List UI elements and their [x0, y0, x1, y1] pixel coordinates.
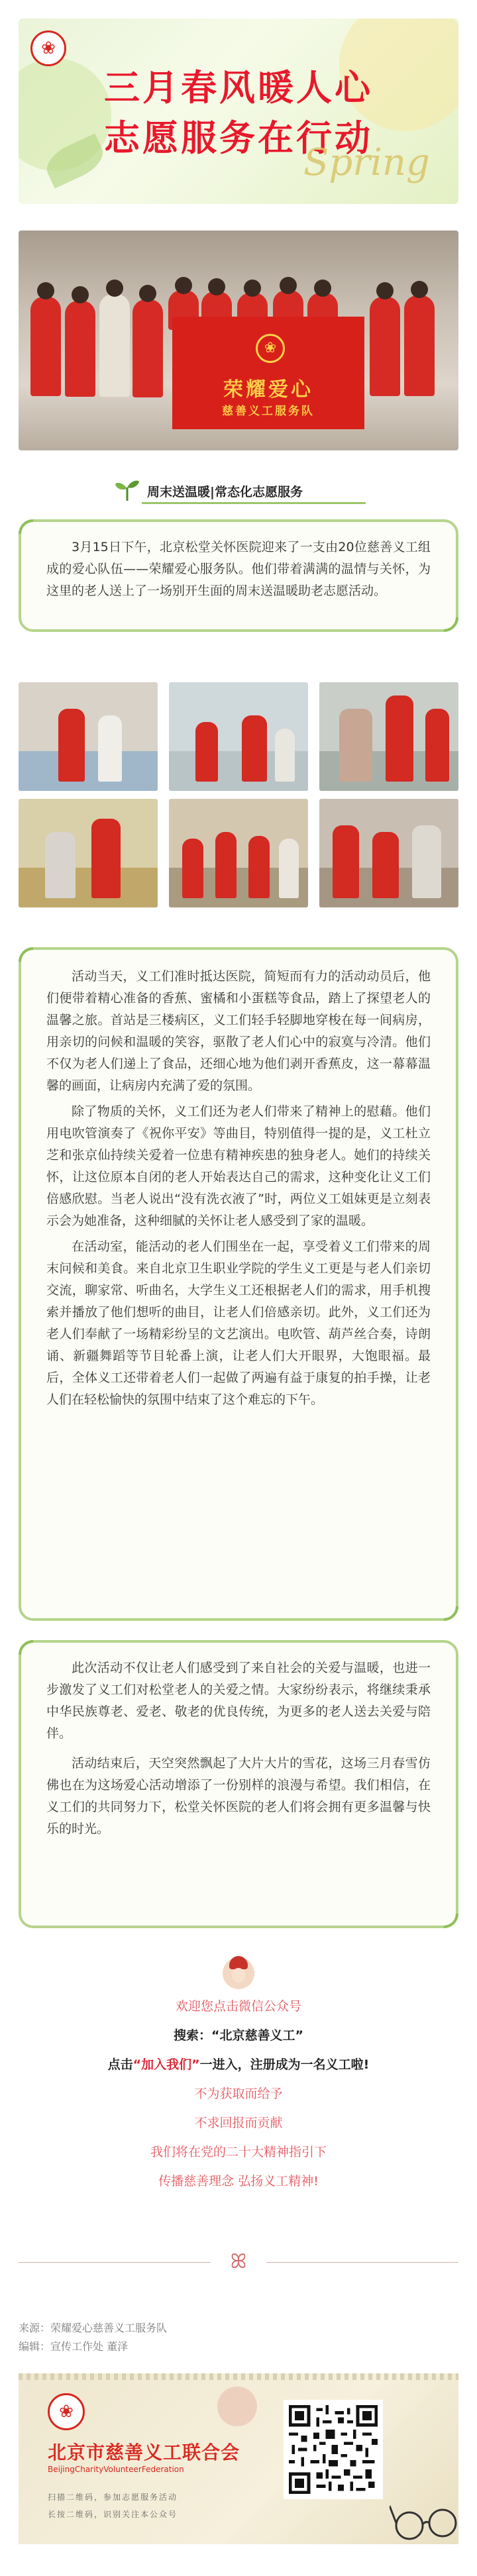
promo-slogan-1: 扫描二维码，参加志愿服务活动	[48, 2493, 178, 2502]
card-corner	[19, 947, 33, 962]
editor-line: 编辑：宣传工作处 董泽	[19, 2340, 129, 2353]
footer-join-suffix: 一进入，注册成为一名义工啦!	[199, 2057, 370, 2072]
banner-title-line1: 三月春风暖人心	[104, 67, 373, 109]
promo-banner	[19, 2373, 458, 2544]
closing-paragraph-2: 活动结束后，天空突然飘起了大片大片的雪花，这场三月春雪仿佛也在为这场爱心活动增添了一份别样的浪漫与希望。我们相信，在义工们的共同努力下，松堂关怀医院的老人们将会拥有更多温馨与快乐的时光。	[46, 1756, 431, 1836]
card-corner	[19, 1640, 33, 1655]
footer-motto-4: 传播慈善理念 弘扬义工精神!	[158, 2174, 319, 2189]
flag-text-line1: 荣耀爱心	[223, 378, 313, 401]
footer-motto-3: 我们将在党的二十大精神指引下	[150, 2145, 327, 2159]
banner-deco-word: Spring	[303, 141, 430, 184]
federation-name-en: BeijingCharityVolunteerFederation	[48, 2465, 184, 2474]
footer-line-search: 搜索：“北京慈善义工”	[174, 2028, 303, 2043]
qr-code-icon	[289, 2405, 378, 2494]
section-underline	[142, 502, 366, 504]
activity-card	[19, 947, 458, 1621]
federation-name: 北京市慈善义工联合会	[48, 2442, 240, 2463]
intro-card	[19, 519, 458, 632]
source-line: 来源：荣耀爱心慈善义工服务队	[19, 2322, 168, 2334]
card-corner	[19, 519, 33, 534]
body-paragraph-2: 除了物质的关怀，义工们还为老人们带来了精神上的慰藉。他们用电吹管演奏了《祝你平安》等曲目，特别值得一提的是，义工杜立芝和张京仙持续关爱着一位患有精神疾患的独身老人。她们的持续关怀，让这位原本自闭的老人开始表达自己的需求，这种变化让义工们倍感欣慰。当老人说出“没有洗衣液了”时，两位义工姐妹更是立刻表示会为她准备，这种细腻的关怀让老人感受到了家的温暖。	[46, 1104, 431, 1228]
activity-photo-4[interactable]	[19, 799, 158, 907]
promo-border	[19, 2373, 458, 2380]
bow-icon: ꕤ	[230, 2250, 247, 2273]
volunteer-avatar-icon	[223, 1957, 254, 1989]
closing-card	[19, 1640, 458, 1928]
activity-photo-6[interactable]	[319, 799, 458, 907]
activity-photo-5[interactable]	[169, 799, 308, 907]
intro-paragraph: 3月15日下午，北京松堂关怀医院迎来了一支由20位慈善义工组成的爱心队伍——荣耀爱心服务队。他们带着满满的温情与关怀，为这里的老人送上了一场别开生面的周末送温暖助老志愿活动。	[46, 540, 431, 598]
section-heading-text: 周末送温暖|常态化志愿服务	[147, 485, 303, 499]
header-banner	[19, 19, 458, 204]
join-us-link[interactable]: “加入我们”	[132, 2057, 200, 2072]
qr-code[interactable]	[284, 2400, 383, 2499]
decor-circle	[217, 2387, 257, 2426]
divider-left	[19, 2262, 211, 2263]
activity-photo-2[interactable]	[169, 682, 308, 791]
card-corner	[444, 1914, 458, 1928]
footer-line-follow: 欢迎您点击微信公众号	[175, 1999, 301, 2014]
glasses-icon	[390, 2493, 458, 2544]
flag-logo-icon: ❀	[256, 334, 285, 363]
footer-join-prefix: 点击	[107, 2057, 133, 2072]
closing-paragraph-1: 此次活动不仅让老人们感受到了来自社会的关爱与温暖，也进一步激发了义工们对松堂老人的关爱之情。大家纷纷表示，将继续秉承中华民族尊老、爱老、敬老的优良传统，为更多的老人送去关爱与陪伴。	[46, 1661, 431, 1741]
activity-photo-3[interactable]	[319, 682, 458, 791]
flag-text-line2: 慈善义工服务队	[222, 405, 315, 418]
body-paragraph-3: 在活动室，能活动的老人们围坐在一起，享受着义工们带来的周末问候和美食。来自北京卫生职业学院的学生义工更是与老人们亲切交流，聊家常、听曲名，大学生义工还根据老人们的需求，用手机搜索并播放了他们想听的曲目，让老人们倍感亲切。此外，义工们还为老人们奉献了一场精彩纷呈的文艺演出。电吹管、葫芦丝合奏，诗朗诵、新疆舞蹈等节目轮番上演，让老人们大开眼界，大饱眼福。最后，全体义工还带着老人们一起做了两遍有益于康复的拍手操，让老人们在轻松愉快的氛围中结束了这个难忘的下午。	[46, 1239, 431, 1407]
body-paragraph-1: 活动当天，义工们准时抵达医院，简短而有力的活动动员后，他们便带着精心准备的香蕉、蜜橘和小蛋糕等食品，踏上了探望老人的温馨之旅。首站是三楼病区，义工们轻手轻脚地穿梭在每一间病房，用亲切的问候和温暖的笑容，驱散了老人们心中的寂寞与冷清。他们不仅为老人们递上了食品，还细心地为他们剥开香蕉皮，这一幕幕温馨的画面，让病房内充满了爱的氛围。	[46, 969, 431, 1093]
federation-logo-icon: ❀	[48, 2393, 85, 2430]
footer-motto-2: 不求回报而贡献	[194, 2116, 283, 2130]
card-corner	[444, 617, 458, 632]
group-photo[interactable]	[19, 231, 458, 450]
footer-line-join	[0, 2055, 477, 2073]
divider-right	[266, 2262, 458, 2263]
card-corner	[444, 1606, 458, 1621]
photo-grid	[19, 682, 458, 914]
sprout-icon	[114, 478, 140, 501]
promo-slogan-2: 长按二维码，识别关注本公众号	[48, 2510, 178, 2519]
banner-title-line2: 志愿服务在行动	[104, 117, 373, 159]
footer-motto-1: 不为获取而给予	[194, 2087, 283, 2101]
section-heading	[0, 476, 477, 502]
activity-photo-1[interactable]	[19, 682, 158, 791]
